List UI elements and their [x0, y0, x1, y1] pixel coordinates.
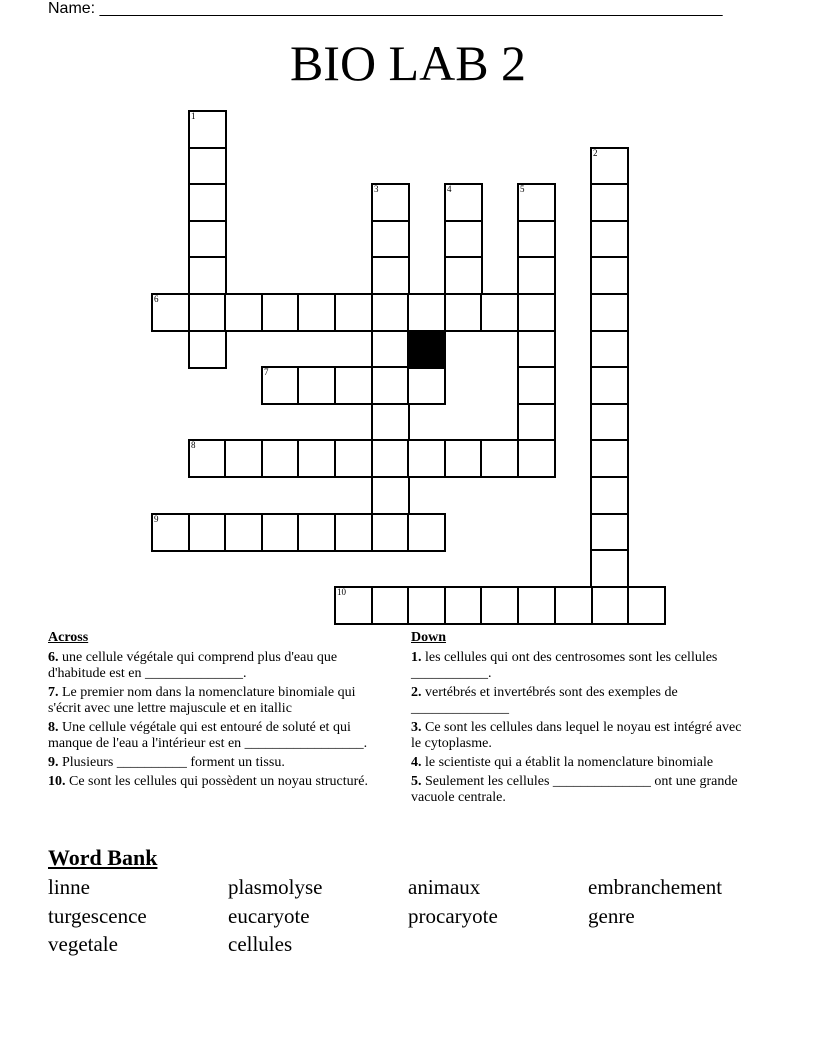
- word-bank-item: procaryote: [408, 904, 498, 928]
- crossword-cell[interactable]: [371, 439, 410, 478]
- crossword-cell[interactable]: [517, 366, 556, 405]
- crossword-cell[interactable]: [297, 293, 336, 332]
- clue-number: 7: [264, 367, 269, 377]
- crossword-cell[interactable]: [188, 439, 227, 478]
- crossword-cell[interactable]: [371, 586, 410, 625]
- word-bank-item: genre: [588, 904, 635, 928]
- crossword-cell[interactable]: [371, 293, 410, 332]
- crossword-cell[interactable]: [297, 366, 336, 405]
- crossword-cell[interactable]: [261, 439, 300, 478]
- crossword-cell[interactable]: [224, 439, 263, 478]
- crossword-cell[interactable]: [444, 439, 483, 478]
- crossword-cell[interactable]: [224, 293, 263, 332]
- word-bank-item: animaux: [408, 875, 481, 899]
- crossword-cell[interactable]: [334, 586, 373, 625]
- crossword-cell[interactable]: [261, 366, 300, 405]
- crossword-cell[interactable]: [480, 439, 519, 478]
- crossword-cell[interactable]: [297, 513, 336, 552]
- down-heading: Down: [411, 630, 447, 645]
- crossword-cell[interactable]: [444, 586, 483, 625]
- word-bank-item: vegetale: [48, 932, 118, 956]
- crossword-cell[interactable]: [151, 513, 190, 552]
- crossword-cell[interactable]: [407, 366, 446, 405]
- crossword-cell[interactable]: [334, 513, 373, 552]
- crossword-cell[interactable]: [590, 330, 629, 369]
- crossword-cell[interactable]: [371, 476, 410, 515]
- crossword-cell[interactable]: [407, 293, 446, 332]
- crossword-cell[interactable]: [151, 293, 190, 332]
- crossword-cell[interactable]: [517, 439, 556, 478]
- clue-number: 4: [447, 184, 452, 194]
- clue-number: 5: [520, 184, 525, 194]
- crossword-cell[interactable]: [590, 147, 629, 186]
- crossword-cell[interactable]: [261, 293, 300, 332]
- crossword-cell[interactable]: [334, 366, 373, 405]
- crossword-cell[interactable]: [480, 293, 519, 332]
- crossword-cell[interactable]: [297, 439, 336, 478]
- name-field[interactable]: Name: ______________________________________________________________________: [48, 0, 723, 17]
- crossword-cell[interactable]: [590, 256, 629, 295]
- crossword-cell[interactable]: [371, 513, 410, 552]
- crossword-cell[interactable]: [554, 586, 593, 625]
- crossword-cell[interactable]: [444, 183, 483, 222]
- crossword-cell[interactable]: [261, 513, 300, 552]
- clue-number: 1: [191, 111, 196, 121]
- crossword-cell[interactable]: [407, 439, 446, 478]
- crossword-cell[interactable]: [480, 586, 519, 625]
- word-bank-title: Word Bank: [48, 845, 158, 870]
- word-bank-item: linne: [48, 875, 90, 899]
- crossword-cell[interactable]: [590, 513, 629, 552]
- crossword-cell[interactable]: [590, 476, 629, 515]
- clue-number: 8: [191, 440, 196, 450]
- clue-across-10: 10. Ce sont les cellules qui possèdent un noyau structuré.: [48, 774, 368, 789]
- crossword-cell[interactable]: [334, 293, 373, 332]
- clue-down-4: 4. le scientiste qui a établit la nomenclature binomiale: [411, 755, 714, 770]
- clue-number: 9: [154, 514, 159, 524]
- crossword-cell[interactable]: [517, 330, 556, 369]
- crossword-cell[interactable]: [517, 293, 556, 332]
- word-bank-item: plasmolyse: [228, 875, 323, 899]
- clue-down-1: 1. les cellules qui ont des centrosomes sont les cellules ___________.: [411, 650, 718, 681]
- down-clues: [411, 630, 747, 809]
- crossword-cell[interactable]: [444, 256, 483, 295]
- word-bank-item: eucaryote: [228, 904, 310, 928]
- page-title: BIO LAB 2: [289, 35, 527, 91]
- crossword-cell[interactable]: [590, 549, 629, 588]
- crossword-cell[interactable]: [371, 183, 410, 222]
- clue-across-6: 6. une cellule végétale qui comprend plus d'eau que d'habitude est en ______________.: [48, 650, 338, 681]
- crossword-cell[interactable]: [590, 220, 629, 259]
- crossword-cell[interactable]: [590, 366, 629, 405]
- clue-across-8: 8. Une cellule végétale qui est entouré de soluté et qui manque de l'eau a l'intérieur est en _________________.: [48, 720, 368, 751]
- crossword-cell[interactable]: [444, 220, 483, 259]
- clue-number: 2: [593, 148, 598, 158]
- clue-number: 3: [374, 184, 379, 194]
- clue-down-2: 2. vertébrés et invertébrés sont des exemples de ______________: [411, 685, 678, 716]
- crossword-block: [407, 330, 446, 369]
- word-bank-item: turgescence: [48, 904, 147, 928]
- crossword-cell[interactable]: [224, 513, 263, 552]
- clue-across-7: 7. Le premier nom dans la nomenclature binomiale qui s'écrit avec une lettre majuscule et en itallic: [48, 685, 356, 716]
- crossword-cell[interactable]: [590, 293, 629, 332]
- across-heading: Across: [48, 630, 89, 645]
- crossword-cell[interactable]: [371, 256, 410, 295]
- crossword-cell[interactable]: [590, 586, 629, 625]
- clue-number: 10: [337, 587, 346, 597]
- crossword-cell[interactable]: [407, 586, 446, 625]
- crossword-cell[interactable]: [517, 586, 556, 625]
- crossword-cell[interactable]: [517, 256, 556, 295]
- crossword-cell[interactable]: [590, 403, 629, 442]
- crossword-cell[interactable]: [188, 147, 227, 186]
- crossword-cell[interactable]: [371, 220, 410, 259]
- crossword-cell[interactable]: [517, 183, 556, 222]
- word-bank-item: cellules: [228, 932, 293, 956]
- crossword-cell[interactable]: [188, 513, 227, 552]
- clue-across-9: 9. Plusieurs __________ forment un tissu.: [48, 755, 285, 770]
- crossword-cell[interactable]: [188, 330, 227, 369]
- crossword-cell[interactable]: [444, 293, 483, 332]
- crossword-cell[interactable]: [371, 330, 410, 369]
- crossword-cell[interactable]: [517, 220, 556, 259]
- crossword-cell[interactable]: [590, 183, 629, 222]
- word-bank-item: embranchement: [588, 875, 723, 899]
- crossword-cell[interactable]: [371, 366, 410, 405]
- crossword-cell[interactable]: [188, 183, 227, 222]
- crossword-cell[interactable]: [627, 586, 666, 625]
- clue-number: 6: [154, 294, 159, 304]
- crossword-cell[interactable]: [334, 439, 373, 478]
- crossword-cell[interactable]: [371, 403, 410, 442]
- crossword-cell[interactable]: [188, 293, 227, 332]
- crossword-cell[interactable]: [407, 513, 446, 552]
- crossword-cell[interactable]: [188, 256, 227, 295]
- clue-down-3: 3. Ce sont les cellules dans lequel le noyau est intégré avec le cytoplasme.: [411, 720, 742, 751]
- across-clues: [48, 630, 384, 793]
- crossword-cell[interactable]: [188, 110, 227, 149]
- clue-down-5: 5. Seulement les cellules ______________ ont une grande vacuole centrale.: [411, 774, 738, 805]
- crossword-cell[interactable]: [517, 403, 556, 442]
- crossword-cell[interactable]: [590, 439, 629, 478]
- crossword-cell[interactable]: [188, 220, 227, 259]
